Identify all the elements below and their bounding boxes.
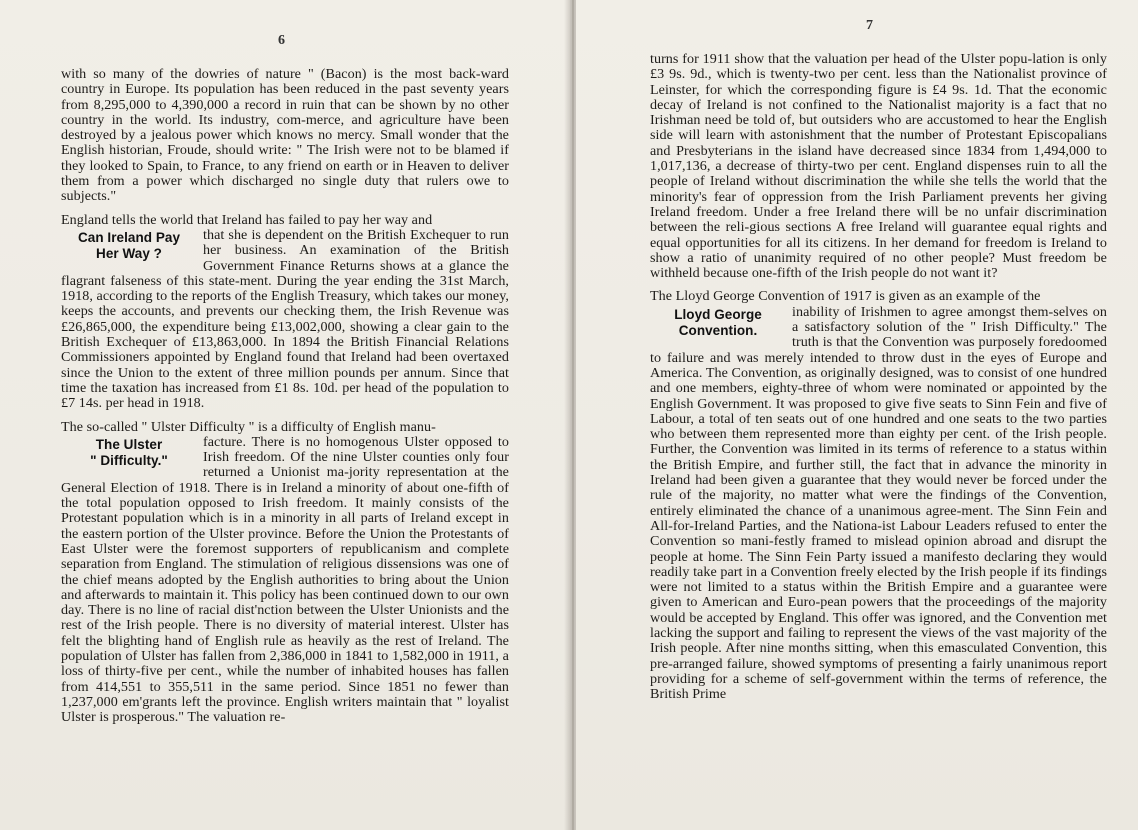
right-page (576, 0, 1138, 830)
page-number: 6 (278, 33, 285, 48)
section-can-ireland-pay (61, 213, 509, 412)
side-heading (650, 307, 786, 339)
body-paragraph: with so many of the dowries of nature " (Bacon) is the most back-ward country in Europe. Its population has been reduced in the past seventy years from 8,295,000 to 4,390,000 a record in ruin that can be shown by no other country in the world. Its industry, com-merce, and agriculture have been destroyed by a jealous power which knows no mercy. Small wonder that the English historian, Froude, should write: " The Irish were not to be blamed if they looked to Spain, to France, to any friend on earth or in Heaven to deliver them from a power which discharged no single duty that rulers owe to subjects." (61, 66, 509, 205)
side-heading-line: Can Ireland Pay (77, 229, 181, 245)
left-column (61, 67, 509, 725)
side-heading-line: " Difficulty." (90, 452, 168, 468)
side-heading-line: Lloyd George (674, 306, 762, 322)
side-heading-line: Convention. (678, 322, 758, 338)
side-heading (61, 230, 197, 262)
side-heading (61, 437, 197, 469)
section-lead-line: The Lloyd George Convention of 1917 is given as an example of the (650, 288, 1041, 305)
section-text: that she is dependent on the British Exchequer to run her business. An examination of the British Government Finance Returns shows at a glance the flagrant falseness of this state-ment. During the year ending the 31st March, 1918, according to the reports of the English Treasury, which takes our money, keeps the accounts, and prevents our checking them, the Irish Revenue was £26,865,000, the expenditure being £13,002,000, showing a clear gain to the British Exchequer of £13,863,000. In 1894 the British Financial Relations Commissioners appointed by England found that Ireland had been overtaxed since the Union to the extent of three million pounds per annum. Since that time the taxation has increased from £1 8s. 10d. per head of the population to £7 14s. per head in 1918. (61, 226, 509, 412)
section-text: facture. There is no homogenous Ulster opposed to Irish freedom. Of the nine Ulster counties only four returned a Unionist ma-jority representation at the General Election of 1918. There is in Ireland a minority of about one-fifth of the total population opposed to Irish freedom. It mainly consists of the Protestant population which is in a minority in all parts of Ireland except in the eastern portion of the Ulster province. Before the Union the Protestants of East Ulster were the foremost supporters of republicanism and complete separation from England. The stimulation of religious dissensions was one of the chief means adopted by the English authorities to bring about the Union and afterwards to maintain it. This policy has been continued down to our own day. There is no line of racial dist'nction between the Ulster Unionists and the rest of the Irish people. There is no diversity of material interest. Ulster has felt the blighting hand of English rule as heavily as the rest of Ireland. The population of Ulster has fallen from 2,386,000 in 1841 to 1,582,000 in 1911, a loss of thirty-five per cent., while the number of inhabited houses has fallen from 414,551 to 355,511 in the same period. Since 1851 no fewer than 1,237,000 em'grants left the province. English writers maintain that " loyalist Ulster is prosperous." The valuation re- (61, 433, 509, 726)
section-lead-line: England tells the world that Ireland has failed to pay her way and (61, 211, 433, 228)
section-text: inability of Irishmen to agree amongst them-selves on a satisfactory solution of the " Irish Difficulty." The truth is that the Convention was purposely foredoomed to failure and was merely intended to throw dust in the eyes of Europe and America. The Convention, as originally designed, was to consist of one hundred and one members, eighty-three of whom were nominated or appointed by the English Government. It was proposed to give five seats to Sinn Fein and five of Labour, a total of ten seats out of one hundred and one seats to the two parties who between them represented more than eighty per cent. of the Irish people. Further, the Convention was limited in its terms of reference to a status within the British Empire, and further still, the fact that in advance the minority in Ireland had been given a guarantee that they would never be forced under the rule of the majority, no matter what were the findings of the Convention, entirely eliminated the chance of a unanimous agree-ment. The Sinn Fein and All-for-Ireland Parties, and the Nationa-ist Labour Leaders refused to enter the Convention so mani-festly framed to mislead opinion abroad and disrupt the people at home. The Sinn Fein Party issued a manifesto declaring they would readily take part in a Convention freely elected by the Irish people if its findings were not limited to a status within the British Empire and a guarantee were given to American and Euro-pean powers that the proceedings of the majority would be accepted by England. This offer was ignored, and the Convention met lacking the support and failing to represent the views of the vast majority of the Irish people. After nine months sitting, when this emasculated Convention, this pre-arranged failure, showed symptoms of presenting a fairly unanimous report providing for a scheme of self-government within the terms of reference, the British Prime (650, 303, 1107, 703)
side-heading-line: The Ulster (95, 436, 163, 452)
section-lloyd-george-convention (650, 289, 1107, 702)
section-ulster-difficulty (61, 420, 509, 726)
body-paragraph: turns for 1911 show that the valuation per head of the Ulster popu-lation is only £3 9s. 9d., which is twenty-two per cent. less than the Nationalist province of Leinster, for which the corresponding figure is £4 9s. 1d. That the economic decay of Ireland is not confined to the Nationalist majority is a fact that no Irishman need be told of, but outsiders who are accustomed to hear the English side will learn with astonishment that the number of Protestant Episcopalians and Presbyterians in the island have decreased since 1834 from 1,494,000 to 1,017,136, a decrease of thirty-two per cent. England dispenses ruin to all the people of Ireland without discrimination the while she tells the world that the minority's fear of oppression from the Irish Parliament prevents her giving Ireland freedom. Under a free Ireland there will be no unfair discrimination between the reli-gious sections A free Ireland will guarantee equal rights and equal opportunities for all its citizens. In her demand for freedom is Ireland to show a ratio of unanimity required of no other people? Must freedom be withheld because one-fifth of the Irish people do not want it? (650, 51, 1107, 282)
right-column (650, 52, 1107, 702)
side-heading-line: Her Way ? (96, 245, 162, 261)
section-lead-line: The so-called " Ulster Difficulty " is a difficulty of English manu- (61, 418, 436, 435)
page-number: 7 (866, 18, 873, 33)
